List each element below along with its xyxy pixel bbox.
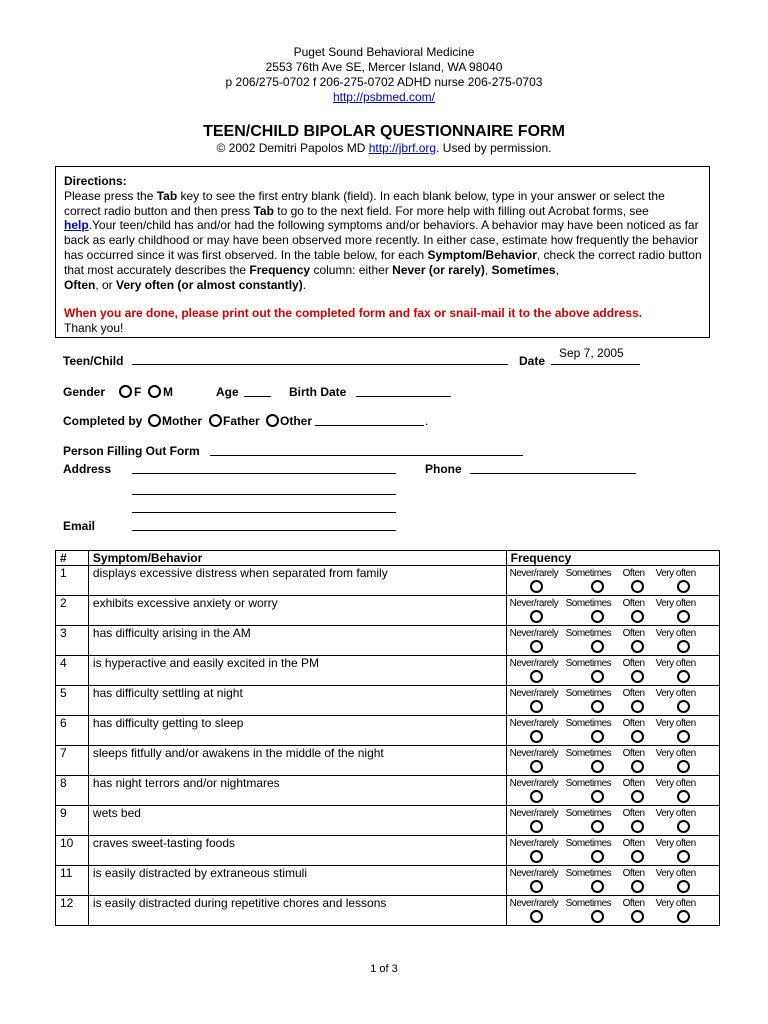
frequency-radio[interactable]	[677, 820, 690, 833]
frequency-radio[interactable]	[530, 580, 543, 593]
frequency-option-label: Never/rarely	[509, 838, 559, 849]
frequency-radio[interactable]	[591, 910, 604, 923]
frequency-radio[interactable]	[677, 880, 690, 893]
row-number: 7	[56, 746, 89, 776]
col-frequency-header: Frequency	[506, 551, 719, 566]
org-address: 2553 76th Ave SE, Mercer Island, WA 98040	[265, 60, 503, 74]
frequency-radio[interactable]	[530, 700, 543, 713]
frequency-radio[interactable]	[631, 790, 644, 803]
table-row	[56, 686, 720, 716]
directions-thanks: Thank you!	[64, 321, 124, 336]
org-url-link[interactable]: http://psbmed.com/	[332, 90, 436, 104]
frequency-radio[interactable]	[631, 880, 644, 893]
row-number: 2	[56, 596, 89, 626]
email-field[interactable]	[132, 530, 396, 531]
frequency-radio[interactable]	[530, 850, 543, 863]
frequency-option-label: Often	[622, 688, 645, 699]
directions-box	[55, 166, 710, 338]
frequency-radio[interactable]	[631, 850, 644, 863]
age-label: Age	[216, 385, 239, 399]
org-phones: p 206/275-0702 f 206-275-0702 ADHD nurse 206-275-0703	[225, 75, 543, 89]
frequency-option-label: Never/rarely	[509, 568, 559, 579]
symptom-text: has difficulty getting to sleep	[88, 716, 506, 746]
symptom-text: craves sweet-tasting foods	[88, 836, 506, 866]
frequency-option-label: Very often	[655, 748, 696, 759]
symptom-text: displays excessive distress when separated from family	[88, 566, 506, 596]
table-row	[56, 716, 720, 746]
frequency-option-label: Very often	[655, 898, 696, 909]
frequency-cell	[506, 806, 719, 836]
frequency-option-label: Sometimes	[565, 898, 612, 909]
frequency-option-label: Often	[622, 808, 645, 819]
email-label: Email	[63, 519, 96, 533]
birth-date-field[interactable]	[356, 396, 451, 397]
person-label: Person Filling Out Form	[63, 444, 200, 458]
address-field-2[interactable]	[132, 494, 396, 495]
row-number: 9	[56, 806, 89, 836]
table-row	[56, 836, 720, 866]
directions-text: Please press the Tab key to see the first entry blank (field). In each blank below, type in your answer or select the correct radio button and then press Tab to go to the next field. For more help with filling out Acrobat forms, see help.Your teen/child has and/or had the following symptoms and/or behaviors. A behavior may have been noticed as far back as early childhood or may have been observed more recently. In either case, estimate how frequently the behavior has occurred since it was first observed. In the table below, for each Symptom/Behavior, check the correct radio button that most accurately describes the Frequency column: either Never (or rarely), Sometimes, Often, or Very often (or almost constantly).	[64, 188, 702, 292]
frequency-option-label: Often	[622, 748, 645, 759]
date-field[interactable]	[551, 364, 640, 365]
father-radio[interactable]	[209, 414, 222, 427]
frequency-cell	[506, 836, 719, 866]
copyright-suffix: . Used by permission.	[436, 141, 552, 155]
address-label: Address	[63, 462, 112, 476]
symptom-text: has difficulty arising in the AM	[88, 626, 506, 656]
frequency-radio[interactable]	[530, 760, 543, 773]
frequency-radio[interactable]	[591, 880, 604, 893]
row-number: 6	[56, 716, 89, 746]
frequency-option-label: Never/rarely	[509, 718, 559, 729]
gender-m-label: M	[163, 385, 173, 399]
other-field[interactable]	[315, 425, 424, 426]
row-number: 4	[56, 656, 89, 686]
address-field-1[interactable]	[132, 473, 396, 474]
frequency-radio[interactable]	[631, 730, 644, 743]
frequency-radio[interactable]	[631, 670, 644, 683]
row-number: 3	[56, 626, 89, 656]
symptom-text: has difficulty settling at night	[88, 686, 506, 716]
symptom-text: is hyperactive and easily excited in the PM	[88, 656, 506, 686]
frequency-option-label: Very often	[655, 838, 696, 849]
frequency-radio[interactable]	[591, 640, 604, 653]
frequency-option-label: Never/rarely	[509, 868, 559, 879]
form-title: TEEN/CHILD BIPOLAR QUESTIONNAIRE FORM	[203, 123, 565, 140]
address-field-3[interactable]	[132, 512, 396, 513]
row-number: 12	[56, 896, 89, 926]
symptom-text: is easily distracted by extraneous stimuli	[88, 866, 506, 896]
frequency-radio[interactable]	[677, 850, 690, 863]
date-label: Date	[519, 354, 546, 368]
frequency-cell	[506, 596, 719, 626]
table-row	[56, 776, 720, 806]
frequency-option-label: Never/rarely	[509, 688, 559, 699]
teen-child-label: Teen/Child	[63, 354, 124, 368]
col-symptom-header: Symptom/Behavior	[88, 551, 506, 566]
frequency-option-label: Often	[622, 718, 645, 729]
symptom-text: sleeps fitfully and/or awakens in the middle of the night	[88, 746, 506, 776]
frequency-option-label: Often	[622, 778, 645, 789]
frequency-option-label: Often	[622, 598, 645, 609]
mother-label: Mother	[162, 414, 202, 428]
frequency-radio[interactable]	[530, 670, 543, 683]
frequency-option-label: Sometimes	[565, 718, 612, 729]
frequency-radio[interactable]	[530, 640, 543, 653]
table-row	[56, 866, 720, 896]
frequency-radio[interactable]	[677, 580, 690, 593]
frequency-radio[interactable]	[631, 820, 644, 833]
frequency-option-label: Never/rarely	[509, 658, 559, 669]
row-number: 5	[56, 686, 89, 716]
frequency-option-label: Often	[622, 658, 645, 669]
other-label: Other	[280, 414, 313, 428]
table-row	[56, 656, 720, 686]
frequency-radio[interactable]	[530, 730, 543, 743]
copyright-prefix: © 2002 Demitri Papolos MD	[216, 141, 369, 155]
mother-radio[interactable]	[148, 414, 161, 427]
frequency-option-label: Very often	[655, 868, 696, 879]
frequency-radio[interactable]	[591, 790, 604, 803]
frequency-radio[interactable]	[677, 700, 690, 713]
frequency-option-label: Often	[622, 628, 645, 639]
frequency-radio[interactable]	[677, 790, 690, 803]
frequency-radio[interactable]	[631, 910, 644, 923]
frequency-radio[interactable]	[530, 880, 543, 893]
org-name: Puget Sound Behavioral Medicine	[293, 45, 475, 59]
row-number: 11	[56, 866, 89, 896]
frequency-radio[interactable]	[631, 580, 644, 593]
gender-f-label: F	[134, 385, 142, 399]
frequency-radio[interactable]	[530, 910, 543, 923]
frequency-radio[interactable]	[591, 700, 604, 713]
frequency-radio[interactable]	[591, 850, 604, 863]
frequency-option-label: Very often	[655, 718, 696, 729]
frequency-option-label: Sometimes	[565, 688, 612, 699]
row-number: 10	[56, 836, 89, 866]
frequency-option-label: Often	[622, 838, 645, 849]
frequency-cell	[506, 656, 719, 686]
jbrf-link[interactable]: http://jbrf.org	[368, 141, 437, 155]
frequency-radio[interactable]	[677, 670, 690, 683]
frequency-option-label: Sometimes	[565, 778, 612, 789]
frequency-radio[interactable]	[530, 790, 543, 803]
frequency-radio[interactable]	[591, 820, 604, 833]
age-field[interactable]	[244, 396, 271, 397]
directions-warning: When you are done, please print out the completed form and fax or snail-mail it to the above address.	[64, 306, 643, 321]
frequency-radio[interactable]	[591, 610, 604, 623]
frequency-option-label: Often	[622, 868, 645, 879]
frequency-radio[interactable]	[677, 730, 690, 743]
frequency-radio[interactable]	[677, 760, 690, 773]
row-number: 1	[56, 566, 89, 596]
frequency-option-label: Very often	[655, 808, 696, 819]
person-field[interactable]	[210, 455, 523, 456]
frequency-option-label: Very often	[655, 658, 696, 669]
frequency-option-label: Often	[622, 568, 645, 579]
frequency-option-label: Sometimes	[565, 838, 612, 849]
frequency-radio[interactable]	[591, 730, 604, 743]
frequency-cell	[506, 686, 719, 716]
frequency-radio[interactable]	[530, 820, 543, 833]
frequency-option-label: Sometimes	[565, 808, 612, 819]
frequency-cell	[506, 566, 719, 596]
frequency-option-label: Never/rarely	[509, 598, 559, 609]
frequency-radio[interactable]	[591, 580, 604, 593]
frequency-cell	[506, 716, 719, 746]
row-number: 8	[56, 776, 89, 806]
frequency-radio[interactable]	[631, 700, 644, 713]
frequency-option-label: Never/rarely	[509, 748, 559, 759]
frequency-option-label: Often	[622, 898, 645, 909]
frequency-radio[interactable]	[631, 640, 644, 653]
frequency-radio[interactable]	[677, 910, 690, 923]
frequency-cell	[506, 626, 719, 656]
frequency-option-label: Never/rarely	[509, 778, 559, 789]
table-row	[56, 806, 720, 836]
gender-m-radio[interactable]	[148, 385, 161, 398]
table-row	[56, 746, 720, 776]
page-number: 1 of 3	[370, 963, 398, 975]
symptom-text: exhibits excessive anxiety or worry	[88, 596, 506, 626]
frequency-option-label: Never/rarely	[509, 808, 559, 819]
frequency-radio[interactable]	[677, 610, 690, 623]
symptom-text: wets bed	[88, 806, 506, 836]
help-link[interactable]: help	[64, 218, 89, 233]
frequency-radio[interactable]	[677, 640, 690, 653]
col-number-header: #	[56, 551, 89, 566]
father-label: Father	[223, 414, 260, 428]
copyright	[0, 141, 768, 155]
table-row	[56, 896, 720, 926]
frequency-option-label: Sometimes	[565, 598, 612, 609]
gender-f-radio[interactable]	[119, 385, 132, 398]
symptom-table	[55, 550, 720, 926]
frequency-option-label: Sometimes	[565, 868, 612, 879]
frequency-radio[interactable]	[631, 610, 644, 623]
frequency-cell	[506, 776, 719, 806]
frequency-cell	[506, 896, 719, 926]
frequency-option-label: Sometimes	[565, 568, 612, 579]
completed-by-label: Completed by	[63, 414, 143, 428]
symptom-text: has night terrors and/or nightmares	[88, 776, 506, 806]
date-value: Sep 7, 2005	[559, 346, 624, 360]
table-row	[56, 626, 720, 656]
symptom-text: is easily distracted during repetitive chores and lessons	[88, 896, 506, 926]
frequency-option-label: Very often	[655, 598, 696, 609]
table-row	[56, 596, 720, 626]
birth-date-label: Birth Date	[289, 385, 347, 399]
phone-field[interactable]	[470, 473, 636, 474]
gender-label: Gender	[63, 385, 106, 399]
frequency-option-label: Very often	[655, 568, 696, 579]
frequency-radio[interactable]	[631, 760, 644, 773]
phone-label: Phone	[425, 462, 462, 476]
frequency-radio[interactable]	[591, 760, 604, 773]
frequency-radio[interactable]	[591, 670, 604, 683]
frequency-option-label: Sometimes	[565, 748, 612, 759]
frequency-option-label: Sometimes	[565, 658, 612, 669]
frequency-radio[interactable]	[530, 610, 543, 623]
frequency-option-label: Very often	[655, 688, 696, 699]
frequency-cell	[506, 866, 719, 896]
other-radio[interactable]	[266, 414, 279, 427]
other-period: .	[425, 414, 429, 428]
frequency-option-label: Never/rarely	[509, 898, 559, 909]
teen-child-field[interactable]	[132, 364, 508, 365]
directions-heading: Directions:	[64, 174, 127, 188]
frequency-cell	[506, 746, 719, 776]
frequency-option-label: Sometimes	[565, 628, 612, 639]
frequency-option-label: Very often	[655, 778, 696, 789]
table-row	[56, 566, 720, 596]
frequency-option-label: Never/rarely	[509, 628, 559, 639]
frequency-option-label: Very often	[655, 628, 696, 639]
